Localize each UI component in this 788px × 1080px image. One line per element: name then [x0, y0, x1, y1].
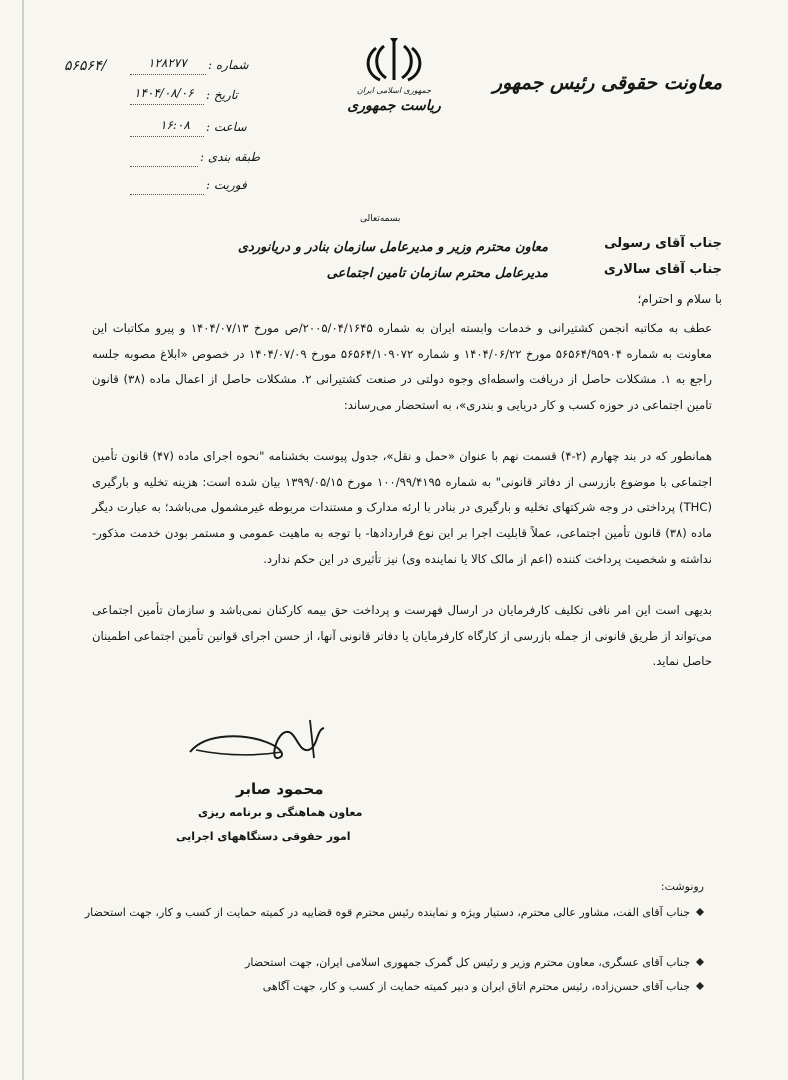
- besmellah: بسمه‌تعالی: [360, 214, 401, 224]
- cc-label: رونوشت:: [660, 880, 704, 893]
- bullet-icon: [696, 952, 704, 960]
- body-paragraph-1: عطف به مکاتبه انجمن کشتیرانی و خدمات وابسته ایران به شماره ۲۰۰۵/۰۴/۱۶۴۵/ص مورخ ۱۴۰۴/۰۷/۱۳ و پیرو مکاتبات این معاونت به شماره ۵۶۵۶۴/۹۵۹۰۴ مورخ ۱۴۰۴/۰۶/۲۲ و شماره ۵۶۵۶۴/۱۰۹۰۷۲ مورخ ۱۴۰۴/۰۷/۰۹ در خصوص «ابلاغ مصوبه جلسه راجع به ۱. مشکلات حاصل از دریافت واسطه‌ای وجوه دولتی در صنعت کشتیرانی ۲. مشکلات حاصل از اعمال ماده (۳۸) قانون تامین اجتماعی در حوزه کسب و کار دریایی و بندری»، به استحضار می‌رساند:: [92, 321, 713, 413]
- body-paragraph-2: همانطور که در بند چهارم (۲-۴) قسمت نهم با عنوان «حمل و نقل»، جدول پیوست بخشنامه "نحوه اجرای ماده (۴۷) قانون تأمین اجتماعی با موضوع بازرسی از دفاتر قانونی" به شماره ۱۰۰/۹۹/۴۱۹۵ مورخ ۱۳۹۹/۰۵/۱۵ بیان شده است: هزینه تخلیه و بارگیری (THC) پرداختی در وجه شرکتهای تخلیه و بارگیری در بنادر با ارئه مدارک و مستندات مربوطه غیرمشمول می‌باشد؛ به عبارت دیگر ماده (۳۸) قانون تأمین اجتماعی، عملاً قابلیت اجرا بر این نوع قراردادها- با توجه به ماهیت عمومی و مستمر بودن خدمت مذکور- نداشته و شخصیت پرداخت کننده (اعم از مالک کالا یا نماینده وی) نیز تأثیری در این حکم ندارد.: [92, 449, 712, 566]
- page-edge-line: [22, 0, 24, 1080]
- recipient2-title: مدیرعامل محترم سازمان تامین اجتماعی: [326, 266, 548, 281]
- greeting: با سلام و احترام؛: [637, 292, 722, 306]
- signer-title-1: معاون هماهنگی و برنامه ریزی: [198, 806, 363, 819]
- recipient1-title: معاون محترم وزیر و مدیرعامل سازمان بنادر و دریانوردی: [237, 240, 548, 255]
- cc-item-2: [84, 952, 704, 974]
- bullet-icon: [696, 902, 704, 910]
- recipient2-name: جناب آقای سالاری: [603, 262, 722, 277]
- cc-item-1: [84, 902, 704, 924]
- cc-text-2: جناب آقای عسگری، معاون محترم وزیر و رئیس کل گمرک جمهوری اسلامی ایران، جهت استحضار: [245, 956, 690, 969]
- handwritten-signature: [186, 712, 336, 772]
- emblem: [347, 36, 441, 126]
- side-number: ۵۶۵۶۴/: [64, 58, 107, 74]
- time-value: ۱۶:۰۸: [160, 118, 190, 132]
- emblem-line1: جمهوری اسلامی ایران: [356, 86, 432, 95]
- date-label: تاریخ :: [206, 88, 238, 102]
- cc-item-3: [84, 976, 704, 998]
- recipient1-name: جناب آقای رسولی: [604, 236, 722, 251]
- cc-text-1: جناب آقای الفت، مشاور عالی محترم، دستیار ویژه و نماینده رئیس محترم قوه قضاییه در کمیته حمایت از کسب و کار، جهت استحضار: [84, 906, 690, 919]
- signer-title-2: امور حقوقی دستگاههای اجرایی: [176, 830, 351, 843]
- office-title: معاونت حقوقی رئیس جمهور: [492, 72, 722, 94]
- cc-text-3: جناب آقای حسن‌زاده، رئیس محترم اتاق ایران و دبیر کمیته حمایت از کسب و کار، جهت آگاهی: [262, 980, 690, 993]
- body-paragraph-3: بدیهی است این امر نافی تکلیف کارفرمایان در ارسال فهرست و پرداخت حق بیمه کارکنان نمی‌باشد و سازمان تأمین اجتماعی می‌تواند از طریق قانونی از جمله بازرسی از کارگاه کارفرمایان یا دفاتر قانونی آنها، از حسن اجرای قوانین تأمین اجتماعی اطمینان حاصل نماید.: [92, 603, 712, 669]
- classification-label: طبقه بندی :: [200, 150, 260, 164]
- urgency-label: فوریت :: [206, 178, 247, 192]
- date-value: ۱۴۰۴/۰۸/۰۶: [134, 86, 194, 100]
- time-label: ساعت :: [206, 120, 247, 134]
- number-value: ۱۲۸۲۷۷: [148, 56, 187, 70]
- iran-emblem-icon: [354, 36, 434, 84]
- number-label: شماره :: [208, 58, 249, 72]
- emblem-line2: ریاست جمهوری: [347, 98, 441, 114]
- bullet-icon: [696, 976, 704, 984]
- signer-name: محمود صابر: [236, 780, 324, 798]
